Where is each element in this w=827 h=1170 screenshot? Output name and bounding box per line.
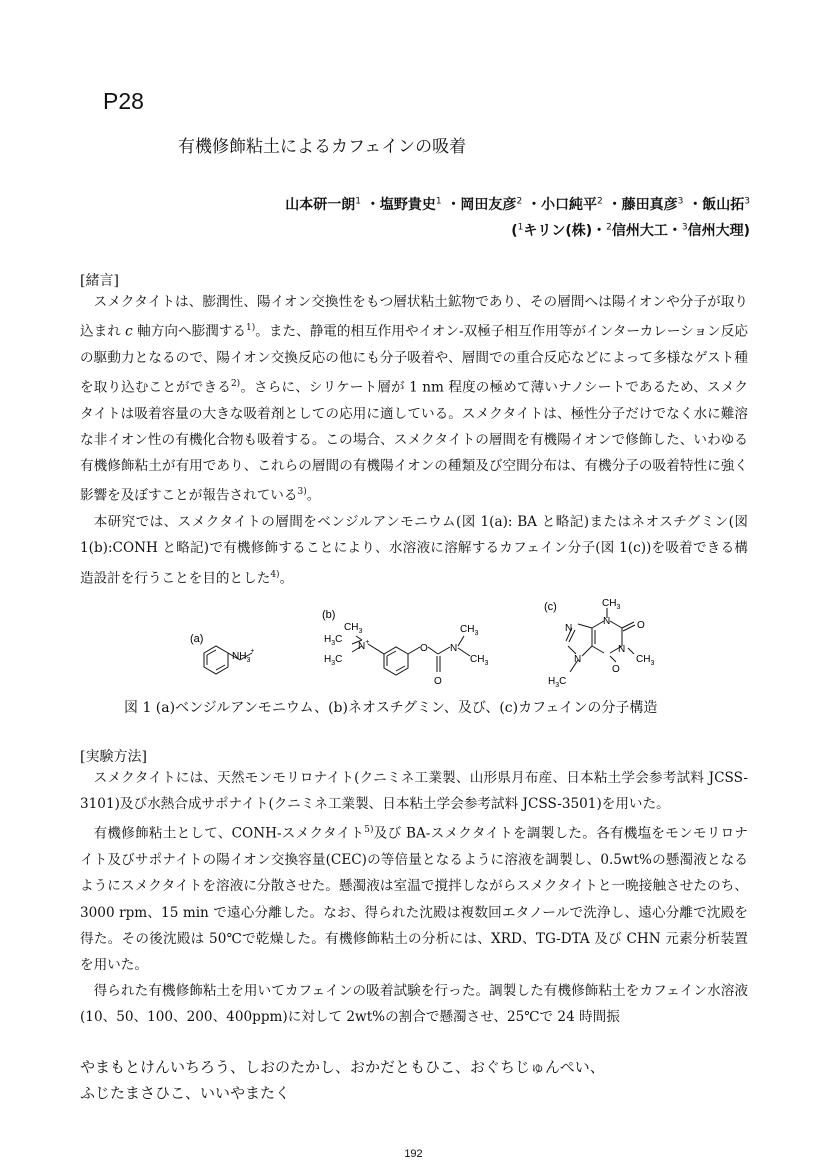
author-name: ・塩野貴史	[365, 197, 436, 213]
author-name: ・岡田友彦	[446, 197, 517, 213]
affiliation: 信州大理)	[687, 223, 750, 239]
author-affil-mark: 1	[355, 196, 361, 207]
affiliation: キリン(株)・	[523, 223, 607, 239]
atom-label: $CH_3$	[470, 654, 489, 667]
atom-label: N+	[358, 639, 370, 652]
affil-mark: 3	[681, 222, 688, 233]
molecular-structures-svg	[180, 596, 700, 688]
figure-1-structures	[180, 596, 700, 688]
atom-label: $CH_3$	[344, 622, 363, 635]
affil-paren: (	[511, 223, 518, 239]
affil-mark: 1	[517, 222, 524, 233]
author-affil-mark: 3	[744, 196, 750, 207]
atom-label: O	[434, 676, 442, 687]
section-heading-intro: [緒言]	[80, 273, 119, 289]
reference-mark: 1)	[246, 323, 256, 334]
atom-label: O	[420, 643, 428, 654]
author-affil-mark: 1	[435, 196, 442, 207]
intro-paragraph-1	[80, 289, 748, 509]
text-run: 。また、静電的相互作用やイオン-双極子相互作用等がインターカレーション反応の駆動力となるので、陽イオン交換反応の他にも分子吸着や、層間での重合反応などによって多様なゲスト種を取り込むことができる	[80, 323, 748, 396]
methods-paragraph-1: スメクタイトには、天然モンモリロナイト(クニミネ工業製、山形県月布産、日本粘土学会参考試料 JCSS-3101)及び水熱合成サポナイト(クニミネ工業製、日本粘土学会参考試料 JCSS-3501)を用いた。	[80, 770, 748, 813]
text-run: 。	[279, 570, 294, 587]
text-run: 有機修飾粘土として、CONH-スメクタイト	[93, 825, 365, 842]
text-run: 。	[306, 488, 321, 505]
reading-line: ふじたまさひこ、いいやまたく	[80, 1084, 291, 1102]
affiliation: 信州大工・	[611, 223, 682, 239]
section-heading-methods: [実験方法]	[80, 749, 147, 765]
reference-mark: 3)	[297, 487, 307, 498]
text-run: 及び BA-スメクタイトを調製した。各有機塩をモンモリロナイト及びサポナイトの陽イオン交換容量(CEC)の等倍量となるように溶液を調製し、0.5wt%の懸濁液となるようにスメクタイトを溶液に分散させた。懸濁液は室温で撹拌しながらスメクタイトと一晩接触させたのち、3000 rpm、15 min で遠心分離した。なお、得られた沈殿は複数回エタノールで洗浄し、遠心分離で沈殿を得た。その後沈殿は 50℃で乾燥した。有機修飾粘土の分析には、XRD、TG-DTA 及び CHN 元素分析装置を用いた。	[80, 825, 748, 973]
author-list	[285, 194, 750, 214]
atom-label: N	[618, 644, 626, 655]
paper-title: 有機修飾粘土によるカフェインの吸着	[178, 137, 467, 157]
methods-body	[80, 765, 748, 1031]
methods-paragraph-3: 得られた有機修飾粘土を用いてカフェインの吸着試験を行った。調製した有機修飾粘土をカフェイン水溶液(10、50、100、200、400ppm)に対して 2wt%の割合で懸濁させ、25℃で 24 時間振	[80, 983, 748, 1026]
reference-mark: 4)	[270, 569, 280, 580]
atom-label: $H_3C$	[324, 634, 343, 647]
atom-label: N	[574, 654, 582, 665]
figure-label-c: (c)	[544, 601, 557, 613]
atom-label: $CH_3$	[636, 654, 655, 667]
axis-symbol: c	[125, 323, 133, 340]
atom-label: N	[450, 643, 458, 654]
affiliation-list	[511, 220, 750, 240]
text-run: スメクタイトは、膨潤性、陽イオン交換性をもつ層状粘土鉱物であり、その層間へは陽イオンや分子が取り込まれ	[80, 294, 748, 340]
figure-caption: 図 1 (a)ベンジルアンモニウム、(b)ネオスチグミン、及び、(c)カフェインの分子構造	[124, 700, 658, 716]
atom-label: O	[612, 664, 620, 675]
atom-label: N	[603, 616, 611, 627]
text-run: 本研究では、スメクタイトの層間をベンジルアンモニウム(図 1(a): BA と略記)またはネオスチグミン(図 1(b):CONH と略記)で有機修飾することにより、水溶液に溶解するカフェイン分子(図 1(c))を吸着できる構造設計を行うことを目的とした	[80, 514, 748, 587]
author-name: 山本研一朗	[285, 197, 356, 213]
neostigmine-structure	[352, 636, 470, 675]
presentation-code: P28	[103, 88, 144, 114]
atom-label: $CH_3$	[460, 624, 479, 637]
intro-paragraph-2	[80, 509, 748, 591]
text-run: 軸方向へ膨潤する	[132, 323, 246, 340]
figure-label-b: (b)	[322, 609, 336, 621]
reading-line: やまもとけんいちろう、しおのたかし、おかだともひこ、おぐちじゅんぺい、	[80, 1058, 605, 1076]
atom-label: N	[565, 623, 573, 634]
intro-body	[80, 289, 748, 591]
author-affil-mark: 3	[677, 196, 684, 207]
methods-paragraph-2	[80, 817, 748, 978]
atom-label: $H_3C$	[548, 676, 567, 688]
reference-mark: 5)	[364, 825, 374, 836]
author-name: ・飯山拓	[688, 197, 745, 213]
author-affil-mark: 2	[597, 196, 603, 207]
page-number: 192	[404, 1148, 423, 1160]
atom-label: $H_3C$	[324, 654, 343, 667]
author-name-readings	[80, 1054, 605, 1106]
atom-label: O	[637, 620, 645, 631]
figure-label-a: (a)	[190, 633, 204, 645]
atom-label: $CH_3$	[602, 598, 621, 611]
reference-mark: 2)	[230, 379, 241, 390]
author-name: ・小口純平	[527, 197, 598, 213]
atom-label: $NH_3^+$	[232, 648, 255, 664]
affil-mark: 2	[606, 222, 612, 233]
text-run: 。さらに、シリケート層が 1 nm 程度の極めて薄いナノシートであるため、スメクタイトは吸着容量の大きな吸着剤としての応用に適している。スメクタイトは、極性分子だけでなく水に難溶な非イオン性の有機化合物も吸着する。この場合、スメクタイトの層間を有機陽イオンで修飾した、いわゆる有機修飾粘土が有用であり、これらの層間の有機陽イオンの種類及び空間分布は、有機分子の吸着特性に強く影響を及ぼすことが報告されている	[80, 379, 749, 505]
author-affil-mark: 2	[516, 196, 523, 207]
author-name: ・藤田真彦	[607, 197, 678, 213]
